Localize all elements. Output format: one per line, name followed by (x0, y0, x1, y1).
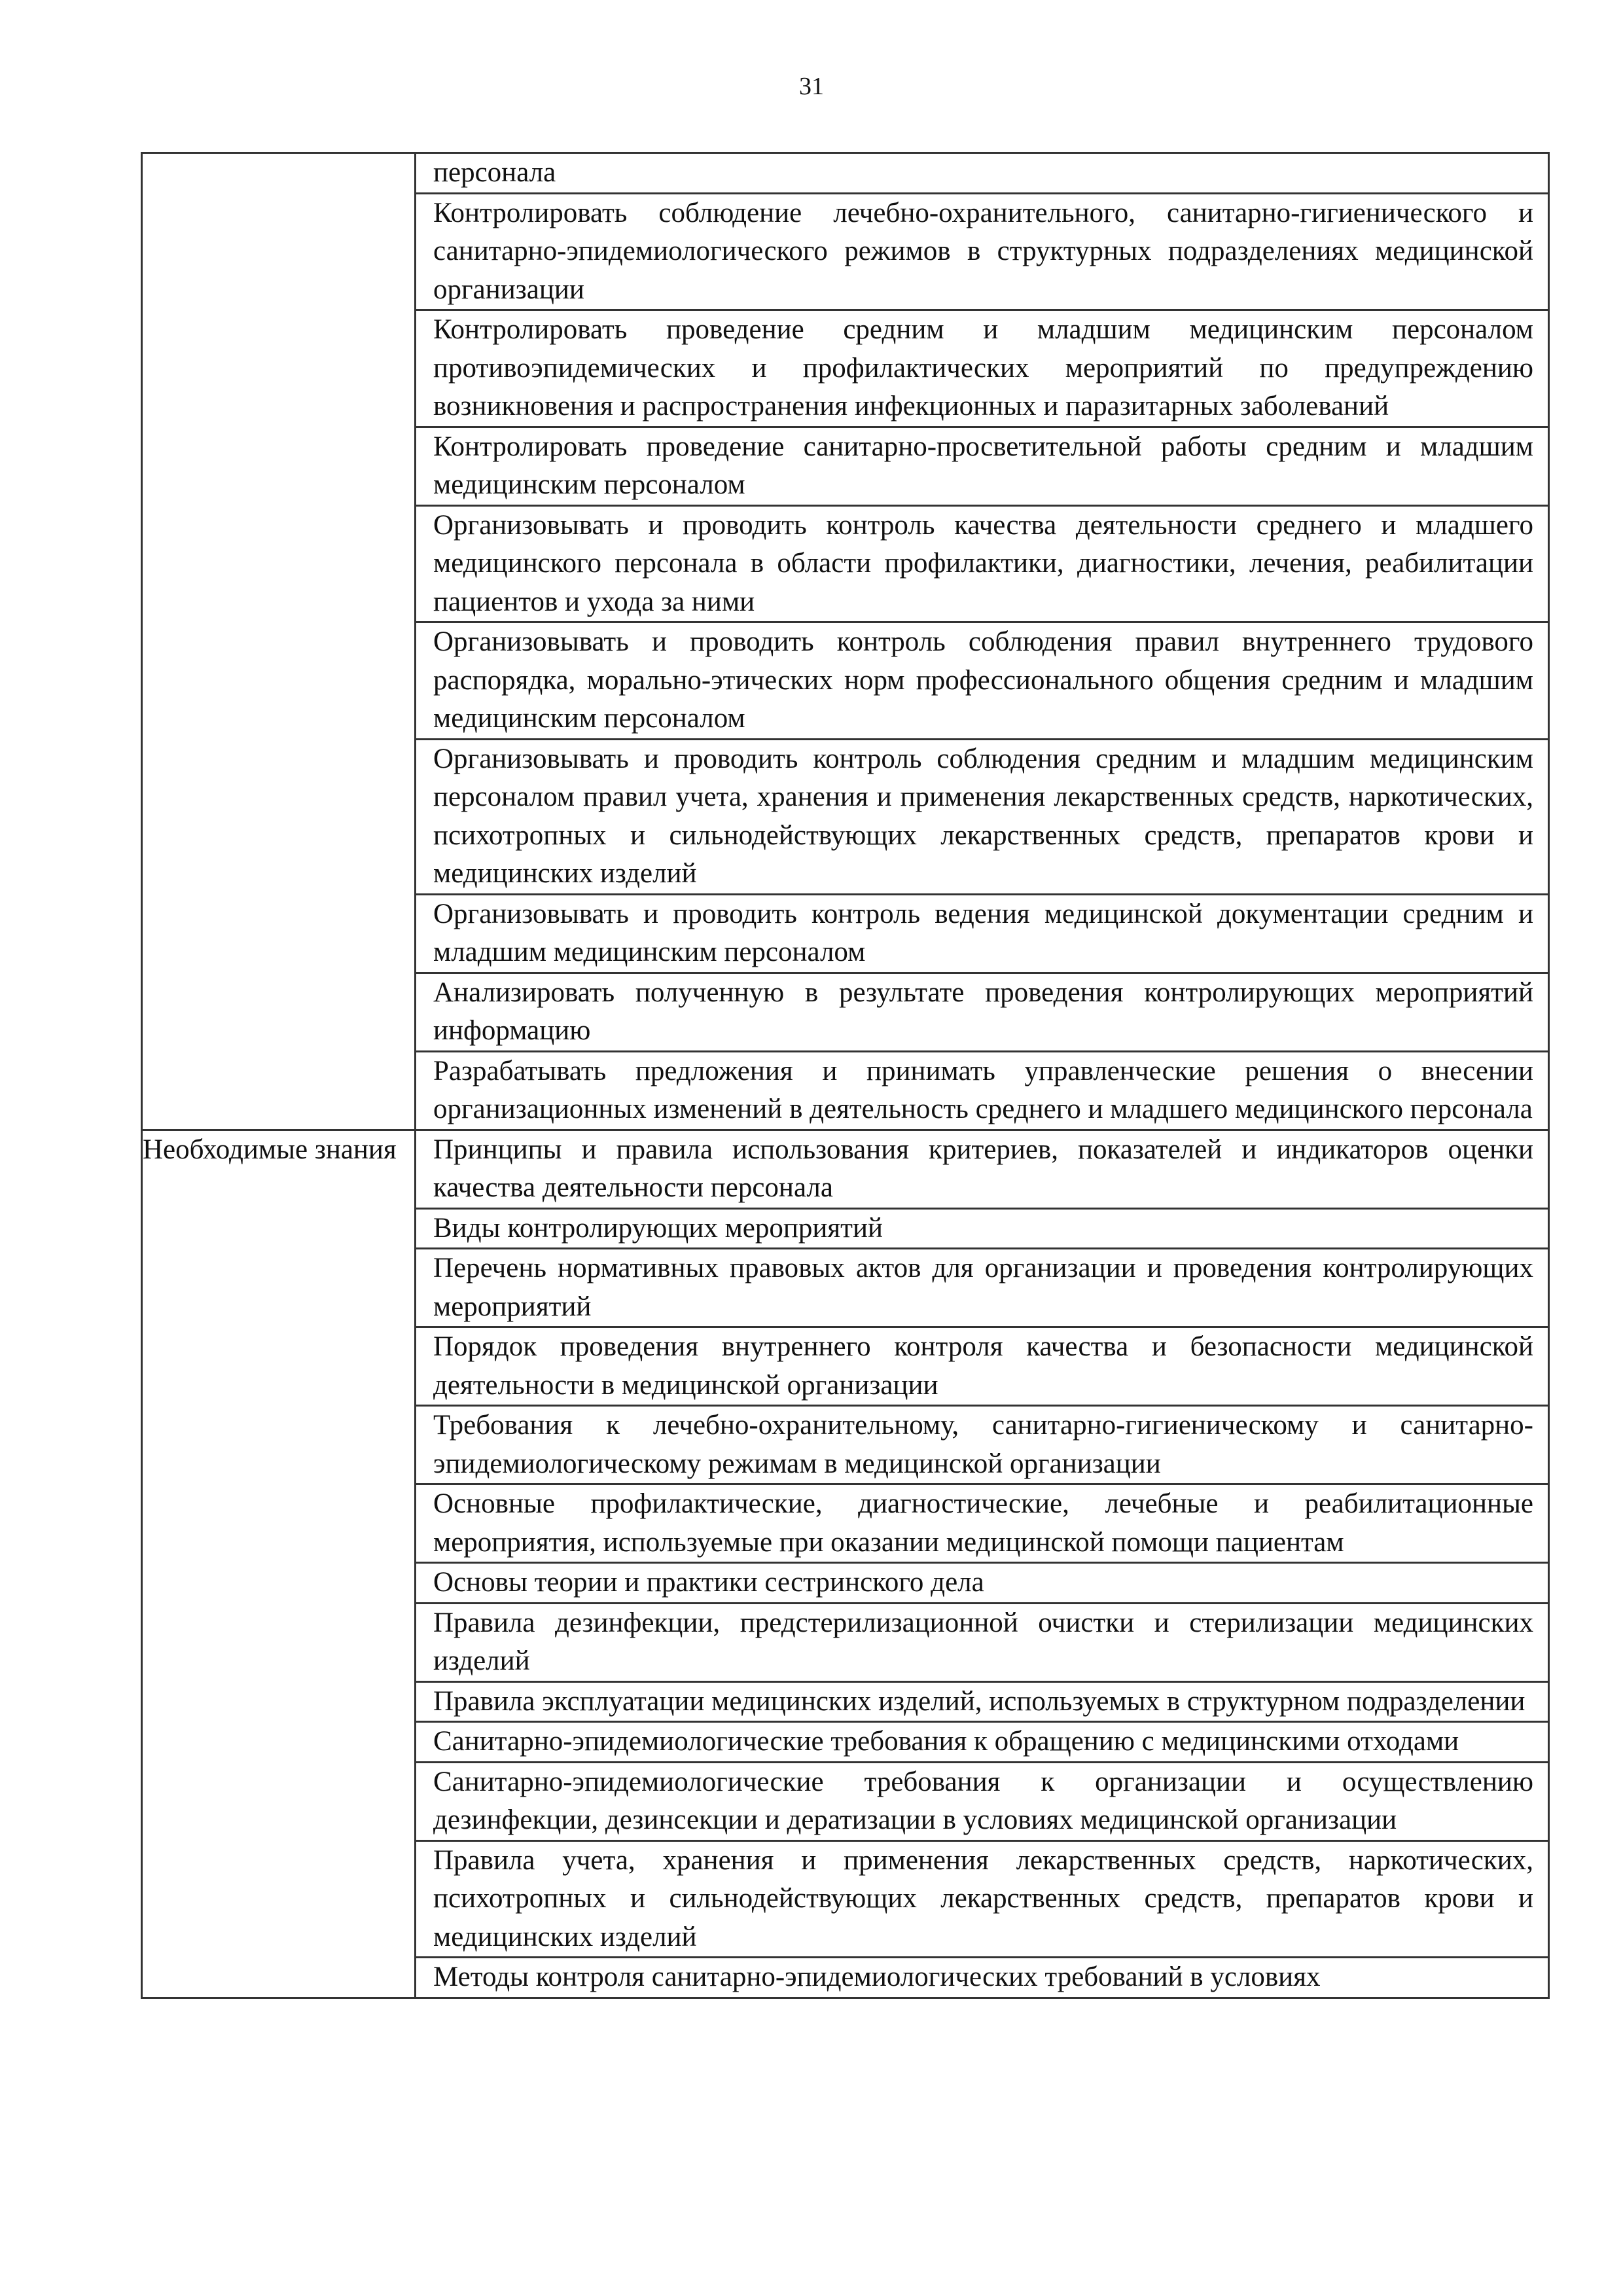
table-row-knowledge (142, 1130, 1549, 1998)
row-label-knowledge: Необходимые знания (142, 1130, 416, 1998)
list-item: Виды контролирующих мероприятий (416, 1208, 1548, 1248)
list-item: персонала (433, 157, 556, 188)
page-number: 31 (799, 73, 824, 100)
list-item: Контролировать соблюдение лечебно-охранительного, санитарно-гигиенического и санитарно-эпидемиологического режимов в структурных подразделениях медицинской организации (416, 192, 1548, 310)
list-item: Правила дезинфекции, предстерилизационной очистки и стерилизации медицинских изделий (416, 1602, 1548, 1681)
list-item: Правила учета, хранения и применения лекарственных средств, наркотических, психотропных и сильнодействующих лекарственных средств, препаратов крови и медицинских изделий (416, 1840, 1548, 1957)
list-item: Организовывать и проводить контроль соблюдения средним и младшим медицинским персоналом правил учета, хранения и применения лекарственных средств, наркотических, психотропных и сильнодействующих лекарственных средств, препаратов крови и медицинских изделий (416, 738, 1548, 893)
list-item: Разрабатывать предложения и принимать управленческие решения о внесении организационных изменений в деятельность среднего и младшего медицинского персонала (416, 1050, 1548, 1129)
list-item: Основы теории и практики сестринского дела (416, 1562, 1548, 1602)
list-item: Санитарно-эпидемиологические требования к организации и осуществлению дезинфекции, дезинсекции и дератизации в условиях медицинской организации (416, 1761, 1548, 1840)
knowledge-list (416, 1130, 1549, 1998)
list-item: Принципы и правила использования критериев, показателей и индикаторов оценки качества деятельности персонала (433, 1134, 1533, 1203)
skills-list (416, 153, 1549, 1130)
list-item: Перечень нормативных правовых актов для организации и проведения контролирующих мероприятий (416, 1247, 1548, 1326)
competency-table (141, 152, 1550, 1999)
list-item: Организовывать и проводить контроль ведения медицинской документации средним и младшим медицинским персоналом (416, 893, 1548, 972)
list-item: Контролировать проведение санитарно-просветительной работы средним и младшим медицинским персоналом (416, 426, 1548, 505)
list-item: Организовывать и проводить контроль качества деятельности среднего и младшего медицинского персонала в области профилактики, диагностики, лечения, реабилитации пациентов и ухода за ними (416, 505, 1548, 622)
table-row-skills (142, 153, 1549, 1130)
list-item: Контролировать проведение средним и младшим медицинским персоналом противоэпидемических и профилактических мероприятий по предупреждению возникновения и распространения инфекционных и паразитарных заболеваний (416, 309, 1548, 426)
list-item: Порядок проведения внутреннего контроля качества и безопасности медицинской деятельности в медицинской организации (416, 1326, 1548, 1405)
list-item: Требования к лечебно-охранительному, санитарно-гигиеническому и санитарно-эпидемиологическому режимам в медицинской организации (416, 1405, 1548, 1483)
list-item: Анализировать полученную в результате проведения контролирующих мероприятий информацию (416, 972, 1548, 1050)
list-item: Методы контроля санитарно-эпидемиологических требований в условиях (416, 1956, 1548, 1997)
list-item: Организовывать и проводить контроль соблюдения правил внутреннего трудового распорядка, морально-этических норм профессионального общения средним и младшим медицинским персоналом (416, 621, 1548, 738)
list-item: Правила эксплуатации медицинских изделий, используемых в структурном подразделении (416, 1681, 1548, 1721)
list-item: Основные профилактические, диагностические, лечебные и реабилитационные мероприятия, используемые при оказании медицинской помощи пациентам (416, 1483, 1548, 1562)
list-item: Санитарно-эпидемиологические требования к обращению с медицинскими отходами (416, 1721, 1548, 1761)
row-label-skills (142, 153, 416, 1130)
